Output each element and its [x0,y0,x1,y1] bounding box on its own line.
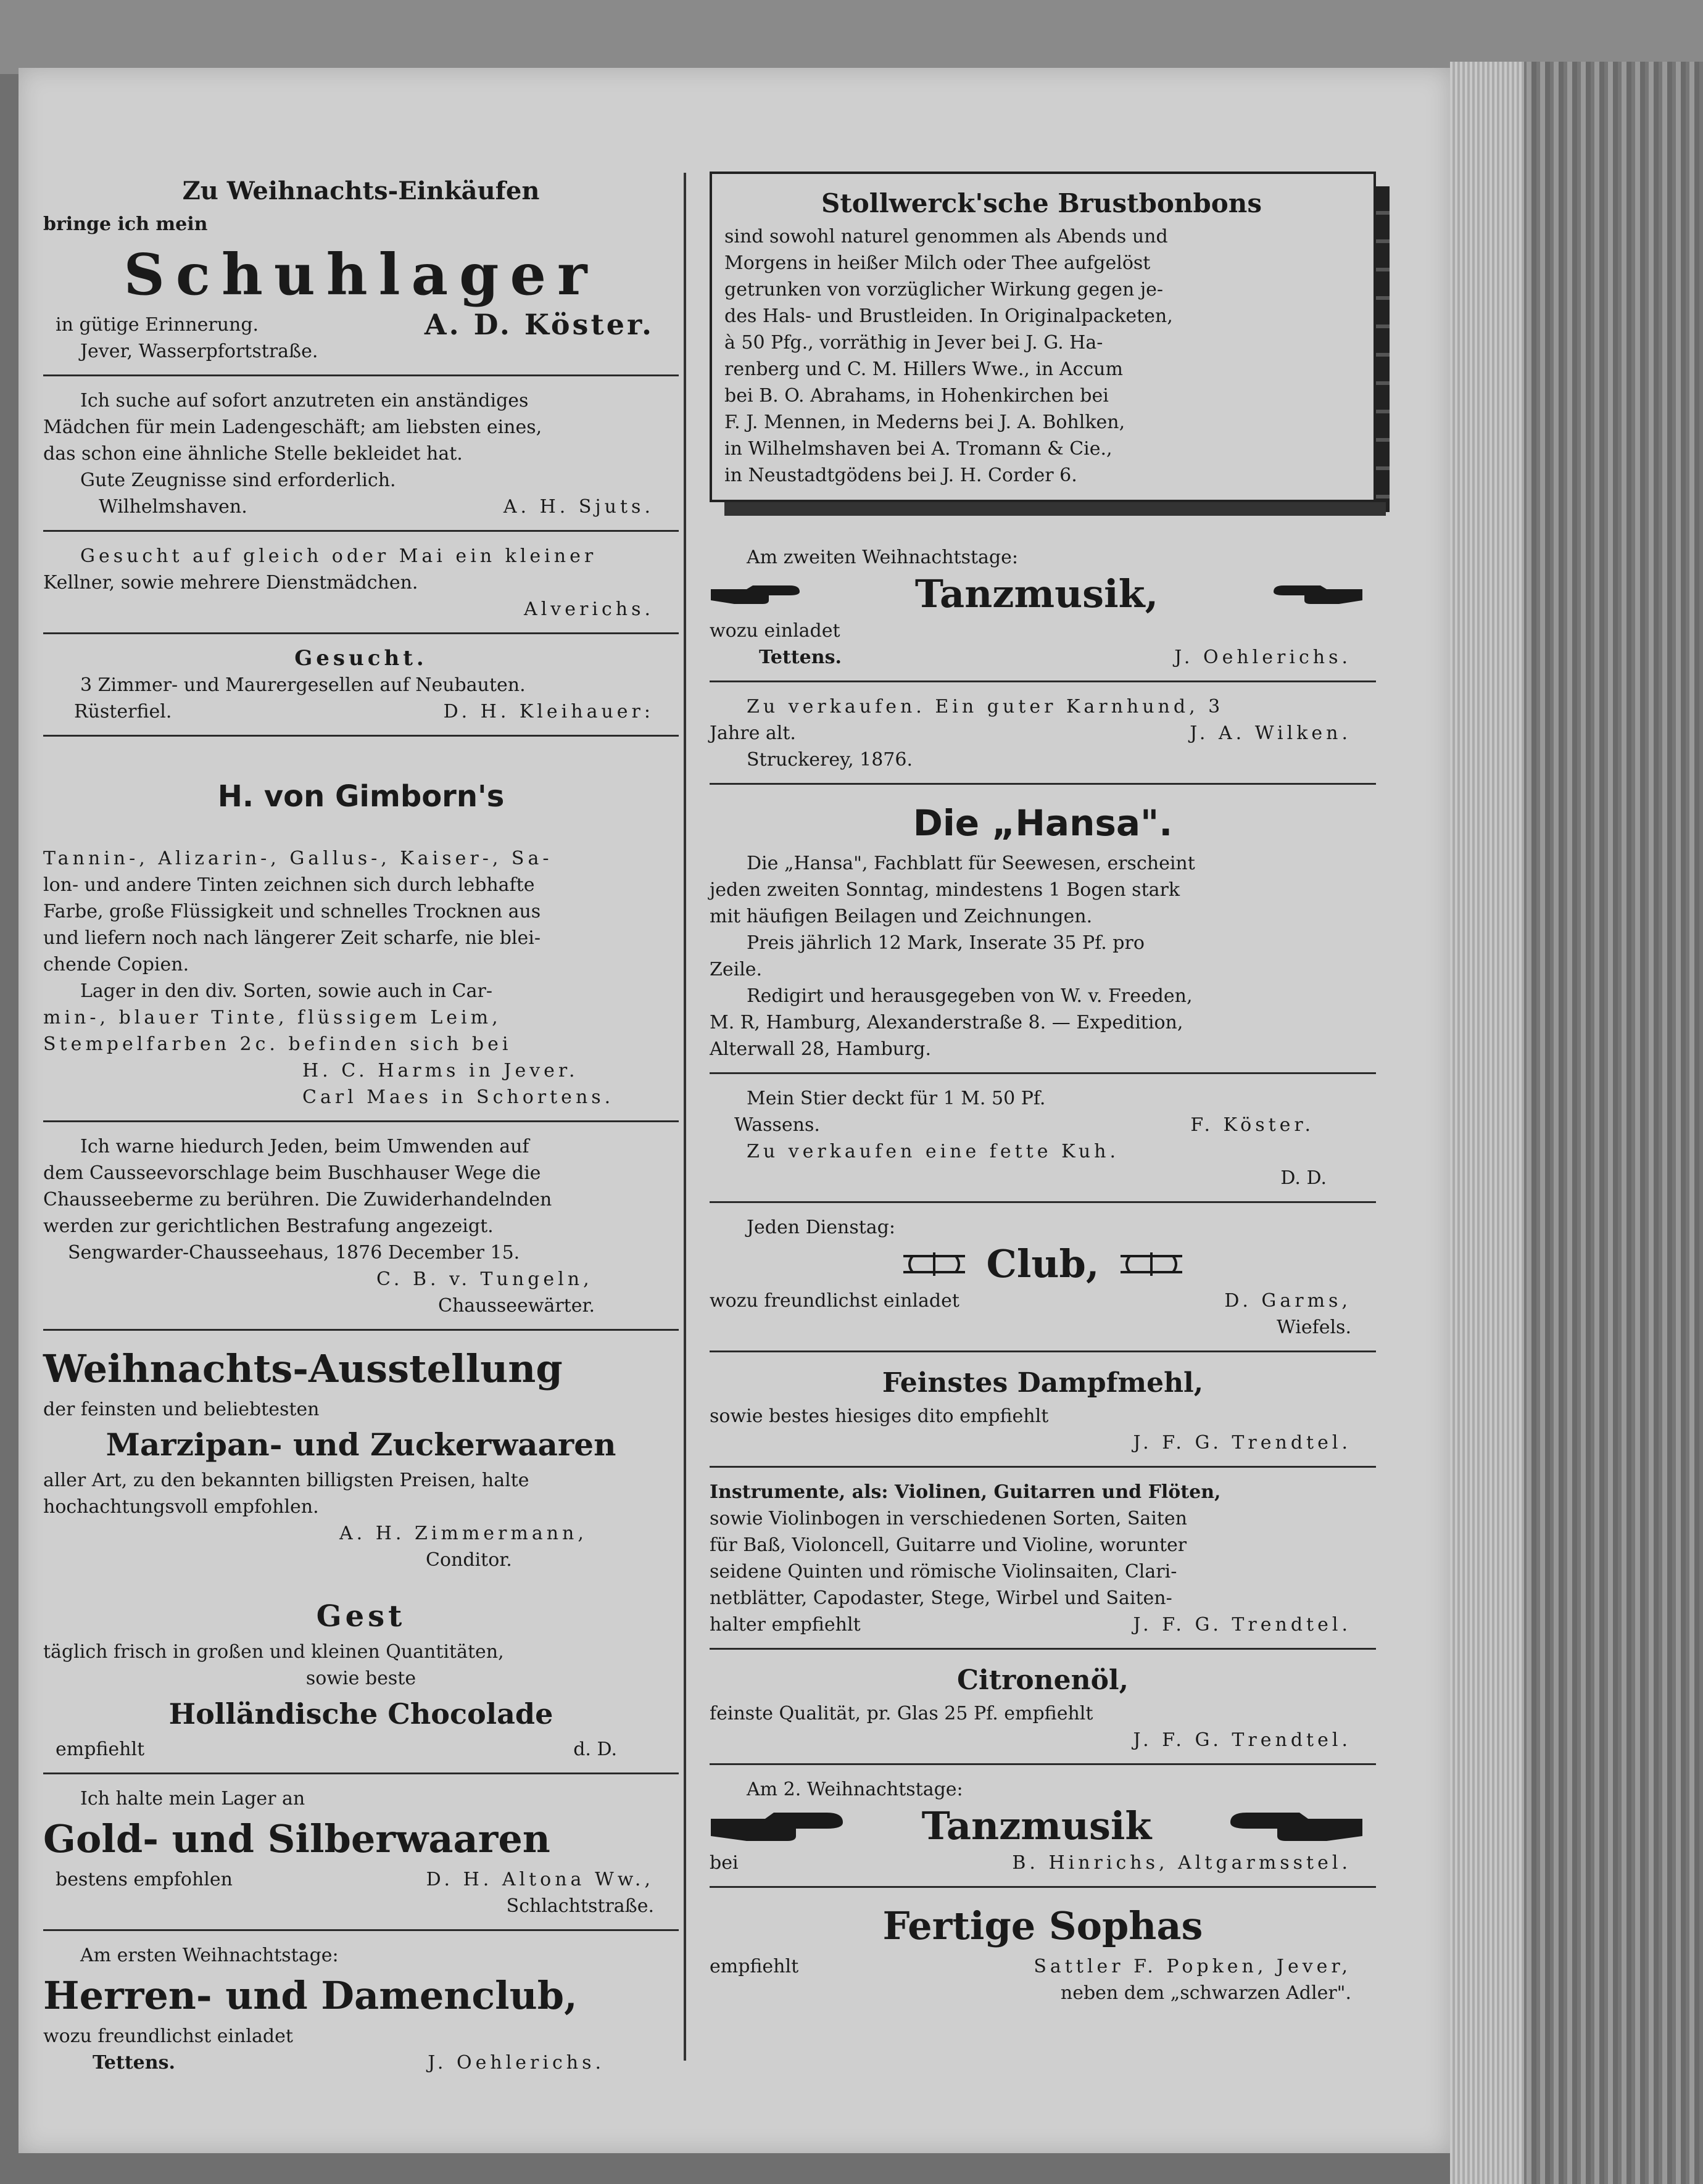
ad-signature: Schlachtstraße. [506,1895,654,1917]
ad-line: Sengwarder-Chausseehaus, 1876 December 15. [68,1242,520,1264]
ad-line: und liefern noch nach längerer Zeit scharfe, nie blei- [43,927,541,949]
ad-hansa [710,785,1376,1074]
ad-line: in Wilhelmshaven bei A. Tromann & Cie., [724,438,1113,460]
ad-headline: Herren- und Damenclub, [43,1973,578,2018]
ad-headline: Die „Hansa". [913,802,1173,844]
ad-line: Instrumente, als: Violinen, Guitarren und Flöten, [710,1481,1221,1503]
ad-koester [43,160,679,376]
ad-tanz2 [710,1765,1376,1888]
ad-signature: J. F. G. Trendtel. [1133,1614,1351,1636]
ad-signature: B. Hinrichs, Altgarmsstel. [1012,1852,1351,1874]
ad-signature: Conditor. [426,1549,512,1571]
ad-line: renberg und C. M. Hillers Wwe., in Accum [724,358,1123,380]
ad-kleihauer [43,634,679,737]
ad-instrumente [710,1468,1376,1650]
ad-line: sowie bestes hiesiges dito empfiehlt [710,1405,1049,1427]
ad-line: Jahre alt. [710,722,796,744]
ad-place: Jever, Wasserpfortstraße. [80,341,318,362]
ad-line: Zu Weihnachts-Einkäufen [182,176,540,205]
ad-signature: D. H. Kleihauer: [443,701,654,722]
ad-line: mit häufigen Beilagen und Zeichnungen. [710,906,1093,927]
ad-tanz1 [710,533,1376,682]
ad-signature: Carl Maes in Schortens. [302,1086,615,1108]
ad-line: für Baß, Violoncell, Guitarre und Violine, worunter [710,1534,1187,1556]
ad-line: Zu verkaufen. Ein guter Karnhund, 3 [747,696,1224,718]
ad-headline: Gest [316,1599,406,1634]
ad-headline: Feinstes Dampfmehl, [882,1367,1204,1399]
box-shadow [1376,186,1390,512]
ad-line: Gute Zeugnisse sind erforderlich. [80,469,396,491]
ad-line: wozu freundlichst einladet [710,1290,959,1312]
ad-line: bei B. O. Abrahams, in Hohenkirchen bei [724,385,1109,407]
ad-line: Morgens in heißer Milch oder Thee aufgelöst [724,252,1151,274]
ad-line: werden zur gerichtlichen Bestrafung angezeigt. [43,1215,494,1237]
ad-citronenoel [710,1650,1376,1765]
ad-line: netblätter, Capodaster, Stege, Wirbel und Saiten- [710,1587,1172,1609]
ad-line: hochachtungsvoll empfohlen. [43,1496,319,1518]
ad-line: Zeile. [710,959,763,980]
ad-signature: D. D. [1280,1167,1327,1189]
ad-signature: D. Garms, [1224,1290,1351,1312]
ad-line: in Neustadtgödens bei J. H. Corder 6. [724,465,1077,486]
ad-signature: neben dem „schwarzen Adler". [1060,1982,1351,2004]
ad-line: wozu freundlichst einladet [43,2025,293,2047]
ad-headline: Gold- und Silberwaaren [43,1816,550,1861]
ad-line: aller Art, zu den bekannten billigsten Preisen, halte [43,1470,529,1491]
ad-gest [43,1583,679,1774]
ad-headline: Tanzmusik [921,1803,1152,1848]
ad-line: sind sowohl naturel genommen als Abends und [724,226,1168,247]
ad-headline: Tanzmusik, [914,571,1159,616]
ad-line: Mein Stier deckt für 1 M. 50 Pf. [747,1088,1046,1109]
ad-signature: J. Oehlerichs. [1174,647,1351,668]
ad-subheadline: Holländische Chocolade [168,1697,553,1731]
ad-line: Ich warne hiedurch Jeden, beim Umwenden auf [80,1136,529,1157]
pointing-hand-right-icon [710,582,802,606]
ad-signature: Chausseewärter. [438,1295,595,1317]
ad-zimmermann [43,1331,679,1583]
ad-line: Ich suche auf sofort anzutreten ein anständiges [80,390,529,412]
ad-line: Redigirt und herausgegeben von W. v. Freeden, [747,985,1193,1007]
ad-signature: J. F. G. Trendtel. [1133,1729,1351,1751]
ad-stier [710,1074,1376,1203]
ad-headline: Weihnachts-Ausstellung [43,1346,563,1391]
ad-altona [43,1774,679,1931]
ad-place: Rüsterfiel. [74,701,172,722]
ad-signature: d. D. [573,1739,617,1760]
ad-dampfmehl [710,1352,1376,1468]
left-column [43,160,679,2086]
ad-line: Mädchen für mein Ladengeschäft; am liebsten eines, [43,416,542,438]
ad-line: empfiehlt [710,1956,799,1977]
ad-signature: F. Köster. [1190,1114,1314,1136]
ad-line: bei [710,1852,739,1874]
ad-line: lon- und andere Tinten zeichnen sich durch lebhafte [43,874,535,896]
ad-signature: A. H. Sjuts. [503,496,654,518]
ad-line: Chausseeberme zu berühren. Die Zuwiderhandelnden [43,1189,552,1210]
ad-alverichs [43,532,679,634]
ad-signature: J. A. Wilken. [1190,722,1351,744]
ad-line: bringe ich mein [43,213,208,235]
ad-line: à 50 Pfg., vorräthig in Jever bei J. G. Ha- [724,332,1103,354]
ad-line: F. J. Mennen, in Mederns bei J. A. Bohlken, [724,412,1125,433]
ad-gimborn [43,737,679,1122]
ad-line: Am ersten Weihnachtstage: [80,1945,339,1966]
column-divider [684,173,686,2061]
ad-line: dem Causseevorschlage beim Buschhauser Wege die [43,1162,541,1184]
ad-line: in gütige Erinnerung. [56,314,259,336]
ad-line: Gesucht auf gleich oder Mai ein kleiner [80,545,597,567]
ad-line: Ich halte mein Lager an [80,1788,305,1810]
ad-headline: Citronenöl, [957,1665,1129,1696]
ad-place: Tettens. [93,2052,175,2074]
ad-line: täglich frisch in großen und kleinen Quantitäten, [43,1641,504,1663]
box-shadow [724,502,1386,516]
pointing-hand-right-icon [710,1808,845,1845]
ad-line: Die „Hansa", Fachblatt für Seewesen, erscheint [747,853,1195,874]
pointing-hand-left-icon [1228,1808,1364,1845]
ad-line: min-, blauer Tinte, flüssigem Leim, [43,1007,502,1028]
ad-signature: D. H. Altona Ww., [426,1869,654,1890]
ad-signature: J. Oehlerichs. [428,2052,605,2074]
ad-line: der feinsten und beliebtesten [43,1399,320,1420]
ad-line: Preis jährlich 12 Mark, Inserate 35 Pf. pro [747,932,1145,954]
scan-background-top [0,0,1703,74]
ornament-icon [1117,1249,1185,1280]
ad-headline: Stollwerck'sche Brustbonbons [821,188,1262,218]
ad-line: empfiehlt [56,1739,145,1760]
ad-line: Zu verkaufen eine fette Kuh. [747,1141,1119,1162]
ad-signature: A. H. Zimmermann, [339,1523,587,1544]
ad-signature: Alverichs. [524,598,654,620]
ad-line: jeden zweiten Sonntag, mindestens 1 Bogen stark [710,879,1180,901]
ad-line: bestens empfohlen [56,1869,233,1890]
ad-headline: H. von Gimborn's [217,779,505,814]
ad-headline: Gesucht. [294,646,428,671]
ad-line: halter empfiehlt [710,1614,861,1636]
ad-line: seidene Quinten und römische Violinsaiten, Clari- [710,1561,1177,1582]
ad-club2 [710,1203,1376,1352]
ad-headline: Schuhlager [123,241,599,308]
ad-signature: Wiefels. [1276,1317,1351,1338]
ad-stollwerck [710,160,1376,533]
pointing-hand-left-icon [1271,582,1364,606]
ad-line: Struckerey, 1876. [747,749,913,771]
ad-line: wozu einladet [710,620,840,642]
ad-place: Wilhelmshaven. [99,496,247,518]
ad-line: M. R, Hamburg, Alexanderstraße 8. — Expedition, [710,1012,1183,1033]
ad-signature: H. C. Harms in Jever. [302,1060,579,1082]
framed-box [710,172,1376,502]
right-column [710,160,1376,2016]
ad-line: sowie beste [305,1668,416,1689]
ad-club1 [43,1931,679,2086]
ad-line: getrunken von vorzüglicher Wirkung gegen je- [724,279,1164,300]
ad-line: Am zweiten Weihnachtstage: [747,547,1018,568]
ad-line: Alterwall 28, Hamburg. [710,1038,932,1060]
ad-tungeln [43,1122,679,1331]
ad-line: Tannin-, Alizarin-, Gallus-, Kaiser-, Sa- [43,848,553,869]
ad-line: 3 Zimmer- und Maurergesellen auf Neubauten. [80,674,526,696]
ad-line: Am 2. Weihnachtstage: [747,1779,963,1800]
ad-signature: J. F. G. Trendtel. [1133,1432,1351,1454]
ad-line: Farbe, große Flüssigkeit und schnelles Trocknen aus [43,901,541,922]
newspaper-page [19,68,1450,2153]
ad-line: Lager in den div. Sorten, sowie auch in Car- [80,980,492,1002]
ad-line: Kellner, sowie mehrere Dienstmädchen. [43,572,418,594]
ad-line: des Hals- und Brustleiden. In Originalpacketen, [724,305,1173,327]
ad-line: chende Copien. [43,954,189,975]
ad-wilken [710,682,1376,785]
ad-headline: Club, [986,1241,1100,1286]
ad-line: Stempelfarben 2c. befinden sich bei [43,1033,512,1055]
ad-line: das schon eine ähnliche Stelle bekleidet hat. [43,443,463,465]
ad-headline: Fertige Sophas [882,1903,1203,1948]
ad-signature: Sattler F. Popken, Jever, [1034,1956,1351,1977]
ad-sjuts [43,376,679,532]
ad-line: sowie Violinbogen in verschiedenen Sorten, Saiten [710,1508,1187,1529]
ornament-icon [900,1249,968,1280]
ad-place: Tettens. [759,647,842,668]
ad-signature: C. B. v. Tungeln, [376,1268,593,1290]
ad-place: Wassens. [734,1114,820,1136]
ad-subheadline: Marzipan- und Zuckerwaaren [106,1426,616,1463]
ad-line: feinste Qualität, pr. Glas 25 Pf. empfiehlt [710,1703,1093,1724]
ad-line: Jeden Dienstag: [747,1217,895,1238]
ad-sophas [710,1888,1376,2016]
ad-signature: A. D. Köster. [424,308,654,341]
page-stack [1450,62,1524,2184]
